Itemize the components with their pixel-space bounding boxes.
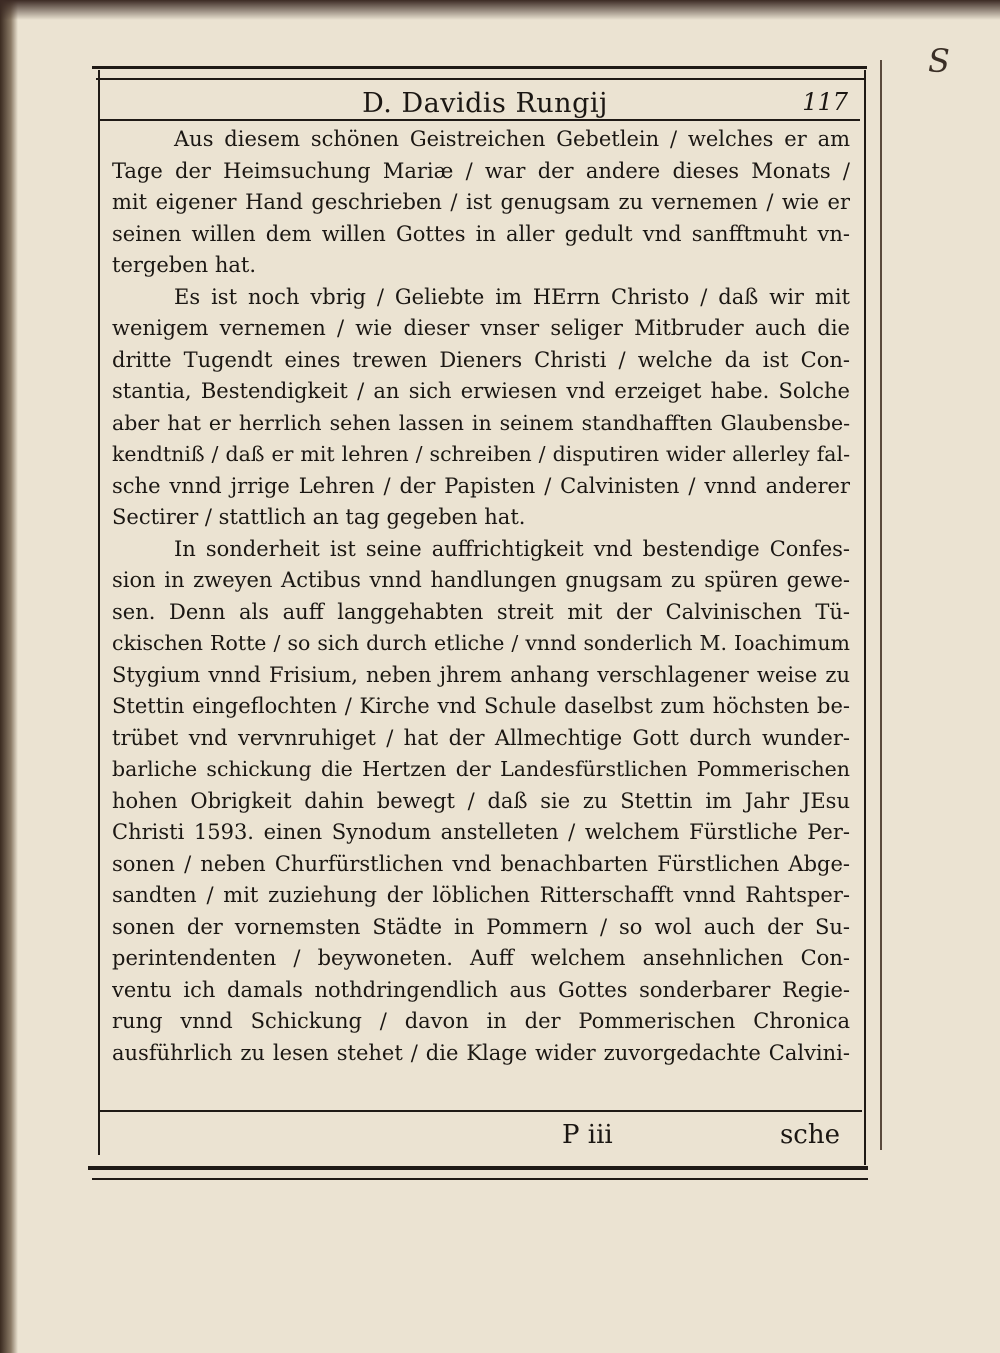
- text-line: sonen der vornemsten Städte in Pommern / so wol auch der Su-: [112, 914, 850, 939]
- right-frame-rule-outer: [880, 60, 882, 1150]
- text-line: ventu ich damals nothdringendlich aus Gottes sonderbarer Regie-: [112, 977, 850, 1002]
- text-line: Stettin eingeflochten / Kirche vnd Schule daselbst zum höchsten be-: [112, 694, 850, 718]
- text-line: tergeben hat.: [112, 253, 257, 277]
- text-line: Tage der Heimsuchung Mariæ / war der andere dieses Monats /: [112, 158, 850, 183]
- text-line: sonen / neben Churfürstlichen vnd benachbarten Fürstlichen Abge-: [112, 851, 850, 876]
- text-line: perintendenten / beywoneten. Auff welchem ansehnlichen Con-: [112, 946, 850, 970]
- text-line: kendtniß / daß er mit lehren / schreiben / disputiren wider allerley fal-: [112, 442, 850, 466]
- text-line: aber hat er herrlich sehen lassen in seinem standhafften Glaubensbe-: [112, 410, 850, 435]
- text-line: Sectirer / stattlich an tag gegeben hat.: [112, 505, 526, 529]
- text-line: In sonderheit ist seine auffrichtigkeit vnd bestendige Confes-: [174, 536, 850, 561]
- text-line: barliche schickung die Hertzen der Landesfürstlichen Pommerischen: [112, 757, 850, 781]
- text-line: Stygium vnnd Frisium, neben jhrem anhang verschlagener weise zu: [112, 662, 850, 687]
- signature-mark: P iii: [562, 1120, 613, 1150]
- text-line: ausführlich zu lesen stehet / die Klage wider zuvorgedachte Calvini-: [112, 1040, 850, 1065]
- text-line: mit eigener Hand geschrieben / ist genugsam zu vernemen / wie er: [112, 190, 850, 214]
- text-line: trübet vnd vervnruhiget / hat der Allmechtige Gott durch wunder-: [112, 725, 850, 750]
- left-frame-rule: [98, 70, 100, 1155]
- footer-rule: [100, 1110, 862, 1112]
- margin-annotation: S: [928, 42, 950, 80]
- page-number: 117: [802, 88, 848, 116]
- bottom-rule-outer: [88, 1166, 868, 1170]
- top-rule-inner: [96, 78, 866, 80]
- running-title: D. Davidis Rungij: [362, 88, 608, 119]
- top-rule-outer: [92, 66, 867, 69]
- right-frame-rule: [864, 70, 866, 1165]
- catchword: sche: [779, 1120, 840, 1150]
- page-top-edge: [0, 0, 1000, 20]
- text-line: sandten / mit zuziehung der löblichen Ritterschafft vnnd Rahtsper-: [112, 883, 850, 907]
- text-line: hohen Obrigkeit dahin bewegt / daß sie zu Stettin im Jahr JEsu: [112, 788, 850, 813]
- page-footer: [112, 1120, 840, 1160]
- text-line: sen. Denn als auff langgehabten streit mit der Calvinischen Tü-: [112, 599, 850, 624]
- text-line: sion in zweyen Actibus vnnd handlungen gnugsam zu spüren gewe-: [112, 568, 850, 592]
- running-header: [110, 88, 860, 128]
- bottom-rule-inner: [92, 1178, 868, 1180]
- text-line: wenigem vernemen / wie dieser vnser seliger Mitbruder auch die: [112, 316, 850, 340]
- text-line: seinen willen dem willen Gottes in aller gedult vnd sanfftmuht vn-: [112, 221, 850, 246]
- text-line: rung vnnd Schickung / davon in der Pommerischen Chronica: [112, 1009, 850, 1033]
- body-text: [112, 124, 850, 1069]
- text-line: sche vnnd jrrige Lehren / der Papisten / Calvinisten / vnnd anderer: [112, 473, 850, 498]
- text-line: stantia, Bestendigkeit / an sich erwiesen vnd erzeiget habe. Solche: [112, 379, 850, 403]
- text-line: dritte Tugendt eines trewen Dieners Christi / welche da ist Con-: [112, 347, 850, 372]
- text-line: Es ist noch vbrig / Geliebte im HErrn Christo / daß wir mit: [174, 284, 850, 309]
- text-line: Aus diesem schönen Geistreichen Gebetlein / welches er am: [174, 127, 850, 151]
- text-line: ckischen Rotte / so sich durch etliche / vnnd sonderlich M. Ioachimum: [112, 631, 850, 655]
- text-line: Christi 1593. einen Synodum anstelleten / welchem Fürstliche Per-: [112, 820, 850, 844]
- binding-shadow: [0, 0, 18, 1353]
